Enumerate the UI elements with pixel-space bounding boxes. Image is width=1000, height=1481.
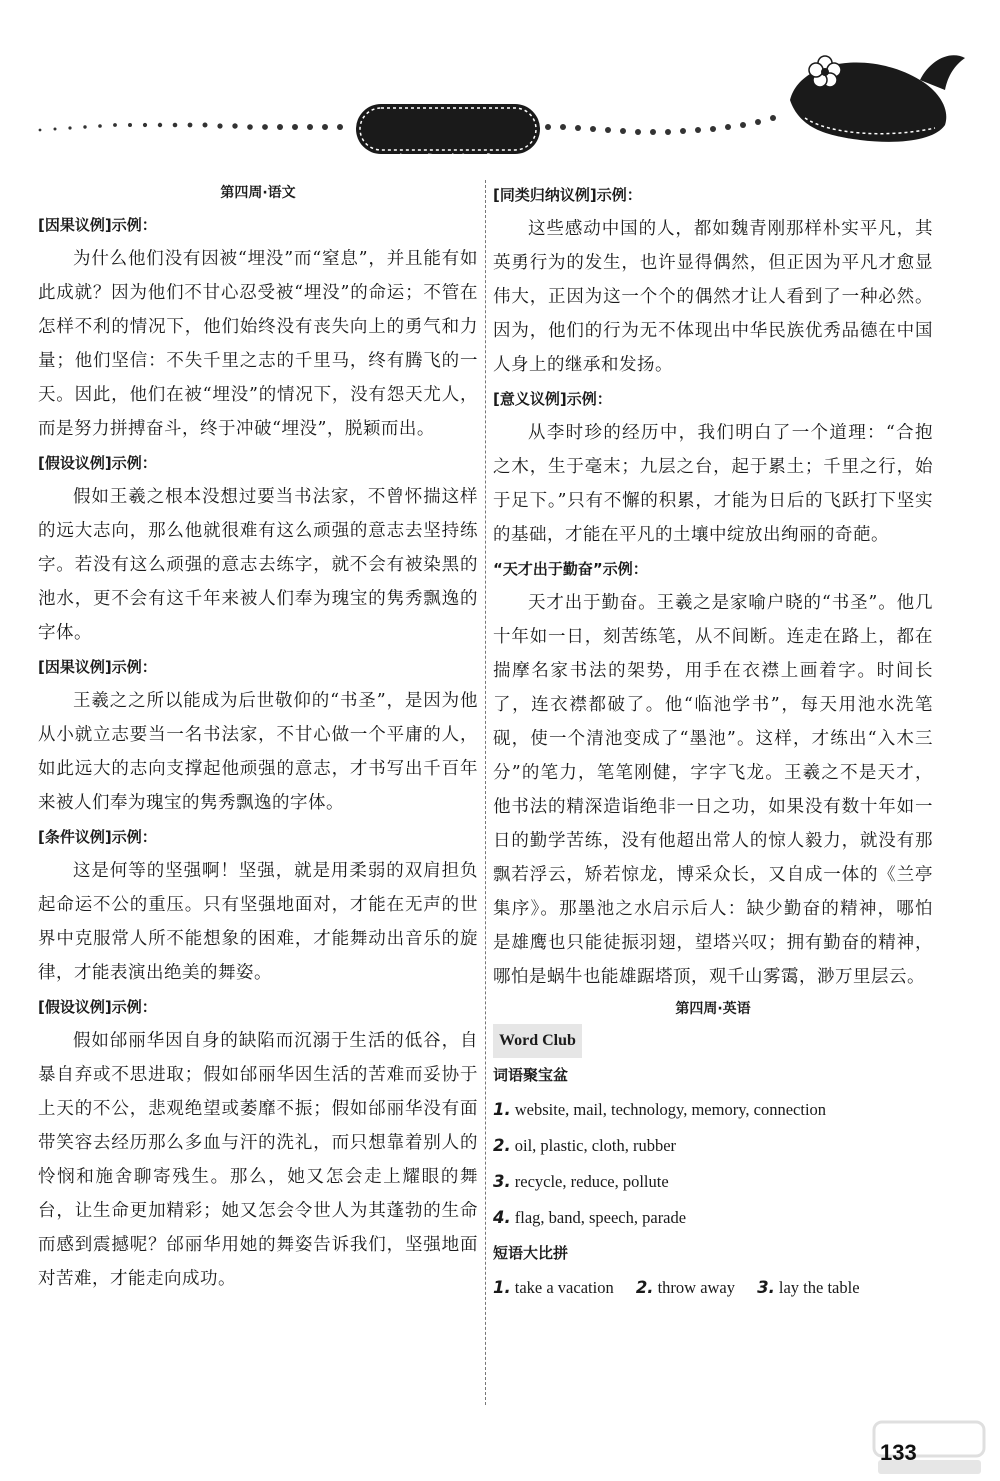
vocab-label: 词语聚宝盆: [493, 1066, 569, 1084]
block-text: 王羲之之所以能成为后世敬仰的“书圣”，是因为他从小就立志要当一名书法家，不甘心做一个平庸的人，如此远大的志向支撑起他顽强的意志，才书写出千百年来被人们奉为瑰宝的隽秀飘逸的字体。: [38, 691, 478, 813]
phrase-item: [636, 1270, 735, 1306]
item-number: 2.: [493, 1136, 511, 1155]
vocab-item: [493, 1200, 933, 1236]
block-label: [假设议例]示例：: [38, 998, 157, 1016]
item-text: take a vacation: [514, 1278, 614, 1297]
block-label: [因果议例]示例：: [38, 658, 157, 676]
header-banner: [0, 40, 1000, 190]
word-club-label: Word Club: [493, 1024, 582, 1058]
item-number: 2.: [635, 1278, 654, 1297]
phrase-label: 短语大比拼: [493, 1244, 569, 1262]
block-text: 这是何等的坚强啊！坚强，就是用柔弱的双肩担负起命运不公的重压。只有坚强地面对，才能在无声的世界中克服常人所不能想象的困难，才能舞动出音乐的旋律，才能表演出绝美的舞姿。: [38, 861, 478, 983]
block-label: [同类归纳议例]示例：: [493, 186, 642, 204]
vocab-item: [493, 1164, 933, 1200]
block-text: 从李时珍的经历中，我们明白了一个道理：“合抱之木，生于毫末；九层之台，起于累土；千里之行，始于足下。”只有不懈的积累，才能为日后的飞跃打下坚实的基础，才能在平凡的土壤中绽放出绚丽的奇葩。: [493, 423, 933, 545]
item-text: recycle, reduce, pollute: [514, 1172, 669, 1191]
section-title-chinese: 第四周·语文: [220, 185, 296, 201]
block-label: [假设议例]示例：: [38, 454, 157, 472]
block-label: [因果议例]示例：: [38, 216, 157, 234]
right-column: [493, 178, 933, 1408]
item-number: 4.: [493, 1208, 511, 1227]
phrase-row: [493, 1270, 933, 1306]
item-number: 3.: [493, 1172, 511, 1191]
block-text: 假如邰丽华因自身的缺陷而沉溺于生活的低谷，自暴自弃或不思进取；假如邰丽华因生活的苦难而妥协于上天的不公，悲观绝望或萎靡不振；假如邰丽华没有面带笑容去经历那么多血与汗的洗礼，而只想靠着别人的怜悯和施舍聊寄残生。那么，她又怎会走上耀眼的舞台，让生命更加精彩；她又怎会令世人为其蓬勃的生命而感到震撼呢？邰丽华用她的舞姿告诉我们，坚强地面对苦难，才能走向成功。: [38, 1031, 478, 1289]
column-divider: [485, 180, 486, 1405]
item-text: throw away: [657, 1278, 736, 1297]
item-number: 1.: [493, 1100, 511, 1119]
vocab-item: [493, 1128, 933, 1164]
item-text: lay the table: [778, 1278, 860, 1297]
item-number: 1.: [493, 1278, 511, 1297]
page-title: 参考答案: [389, 153, 505, 184]
page-number: 133: [880, 1440, 917, 1465]
block-text: 为什么他们没有因被“埋没”而“窒息”，并且能有如此成就？因为他们不甘心忍受被“埋没”的命运；不管在怎样不利的情况下，他们始终没有丧失向上的勇气和力量；他们坚信：不失千里之志的千里马，终有腾飞的一天。因此，他们在被“埋没”的情况下，没有怨天尤人，而是努力拼搏奋斗，终于冲破“埋没”，脱颖而出。: [38, 249, 478, 439]
vocab-item: [493, 1092, 933, 1128]
block-label: [意义议例]示例：: [493, 390, 612, 408]
block-text: 这些感动中国的人，都如魏青刚那样朴实平凡，其英勇行为的发生，也许显得偶然，但正因为平凡才愈显伟大，正因为这一个个的偶然才让人看到了一种必然。因为，他们的行为无不体现出中华民族优秀品德在中国人身上的继承和发扬。: [493, 219, 933, 375]
block-text: 假如王羲之根本没想过要当书法家，不曾怀揣这样的远大志向，那么他就很难有这么顽强的意志去坚持练字。若没有这么顽强的意志去练字，就不会有被染黑的池水，更不会有这千年来被人们奉为瑰宝的隽秀飘逸的字体。: [38, 487, 478, 643]
block-text: 天才出于勤奋。王羲之是家喻户晓的“书圣”。他几十年如一日，刻苦练笔，从不间断。连走在路上，都在揣摩名家书法的架势，用手在衣襟上画着字。时间长了，连衣襟都破了。他“临池学书”，每天用池水洗笔砚，使一个清池变成了“墨池”。这样，才练出“入木三分”的笔力，笔笔刚健，字字飞龙。王羲之不是天才，他书法的精深造诣绝非一日之功，如果没有数十年如一日的勤学苦练，没有他超出常人的惊人毅力，就没有那飘若浮云，矫若惊龙，博采众长，又自成一体的《兰亭集序》。那墨池之水启示后人：缺少勤奋的精神，哪怕是雄鹰也只能徒振羽翅，望塔兴叹；拥有勤奋的精神，哪怕是蜗牛也能雄踞塔顶，观千山雾霭，渺万里层云。: [493, 593, 933, 987]
item-text: oil, plastic, cloth, rubber: [514, 1136, 677, 1155]
item-text: website, mail, technology, memory, connection: [514, 1100, 827, 1119]
item-text: flag, band, speech, parade: [514, 1208, 687, 1227]
left-column: [38, 178, 478, 1408]
item-number: 3.: [757, 1278, 775, 1297]
block-label: “天才出于勤奋”示例：: [493, 560, 648, 578]
phrase-item: [493, 1270, 614, 1306]
block-label: [条件议例]示例：: [38, 828, 157, 846]
section-title-english: 第四周·英语: [675, 1001, 751, 1017]
phrase-item: [757, 1270, 859, 1306]
